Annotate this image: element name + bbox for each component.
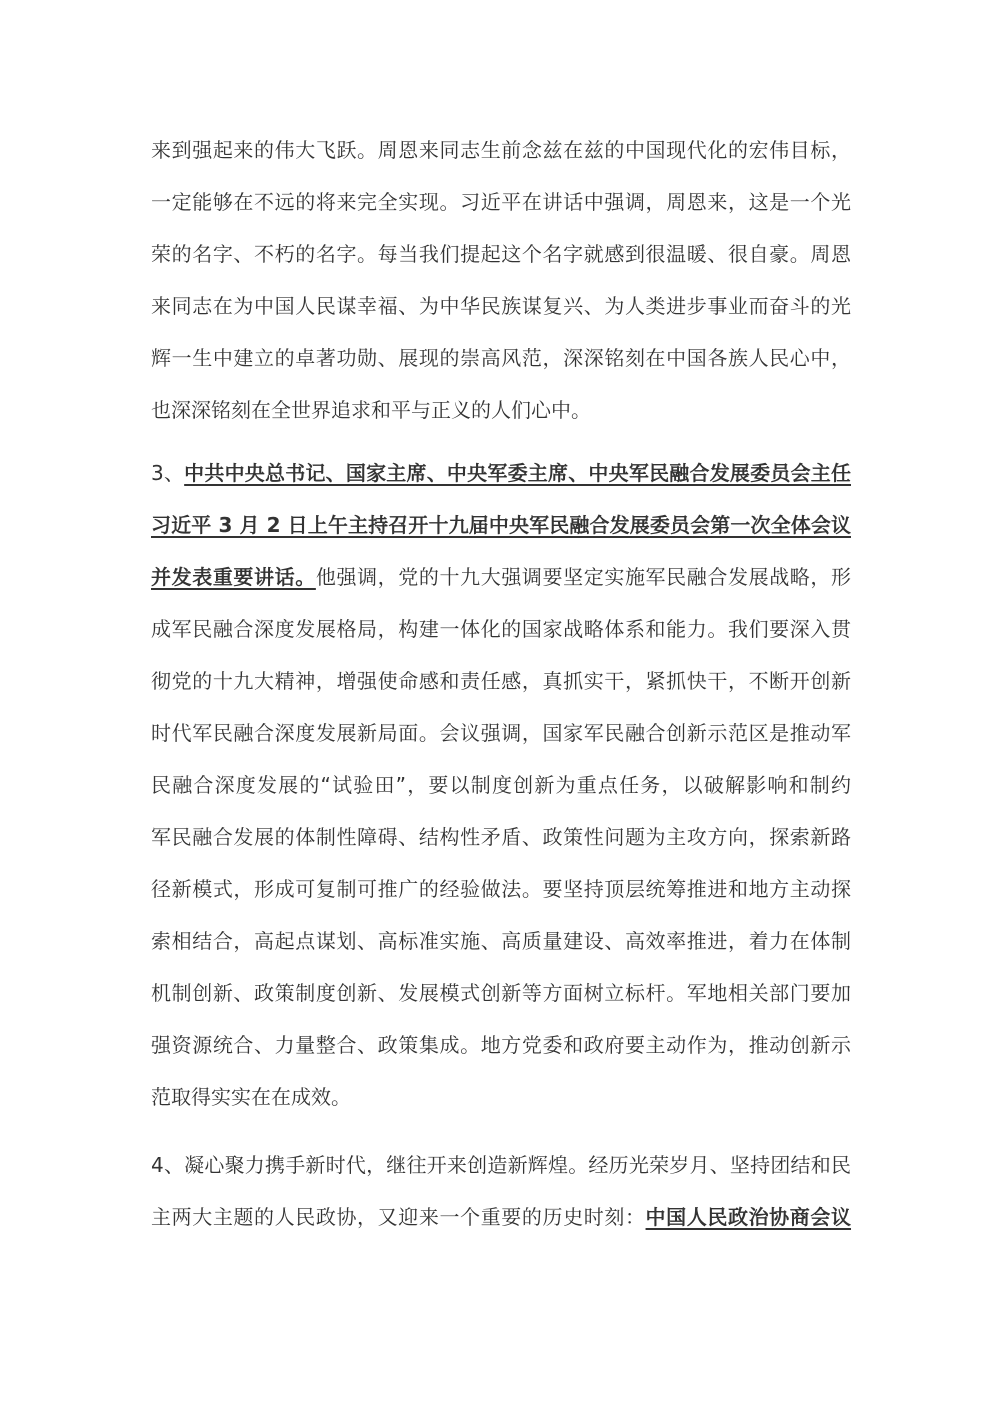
text-segment: 他强调，党的十九大强调要坚定实施军民融合发展战略，形 xyxy=(315,565,852,589)
text-line: 强资源统合、力量整合、政策集成。地方党委和政府要主动作为，推动创新示 xyxy=(151,1033,851,1057)
text-line: 成军民融合深度发展格局，构建一体化的国家战略体系和能力。我们要深入贯 xyxy=(151,617,851,641)
text-line: 也深深铭刻在全世界追求和平与正义的人们心中。 xyxy=(151,398,591,422)
text-line: 军民融合发展的体制性障碍、结构性矛盾、政策性问题为主攻方向，探索新路 xyxy=(151,825,851,849)
bold-underlined-heading: 习近平 3 月 2 日上午主持召开十九届中央军民融合发展委员会第一次全体会议 xyxy=(151,513,851,537)
heading-line xyxy=(151,458,851,488)
text-line: 4、凝心聚力携手新时代，继往开来创造新辉煌。经历光荣岁月、坚持团结和民 xyxy=(151,1153,851,1177)
heading-line xyxy=(151,562,851,592)
text-line: 时代军民融合深度发展新局面。会议强调，国家军民融合创新示范区是推动军 xyxy=(151,721,851,745)
text-line: 彻党的十九大精神，增强使命感和责任感，真抓实干，紧抓快干，不断开创新 xyxy=(151,669,851,693)
text-line: 荣的名字、不朽的名字。每当我们提起这个名字就感到很温暖、很自豪。周恩 xyxy=(151,242,851,266)
text-line: 径新模式，形成可复制可推广的经验做法。要坚持顶层统筹推进和地方主动探 xyxy=(151,877,851,901)
item-number: 3、 xyxy=(151,461,185,485)
text-line: 来同志在为中国人民谋幸福、为中华民族谋复兴、为人类进步事业而奋斗的光 xyxy=(151,294,851,318)
bold-underlined-heading: 并发表重要讲话。 xyxy=(151,565,316,589)
text-segment: 主两大主题的人民政协，又迎来一个重要的历史时刻： xyxy=(151,1205,646,1229)
bold-underlined-heading: 中国人民政治协商会议 xyxy=(645,1205,852,1229)
text-line: 范取得实实在在成效。 xyxy=(151,1085,351,1109)
text-line: 辉一生中建立的卓著功勋、展现的崇高风范，深深铭刻在中国各族人民心中， xyxy=(151,346,851,370)
text-line: 民融合深度发展的“试验田”，要以制度创新为重点任务，以破解影响和制约 xyxy=(151,773,851,797)
text-line: 索相结合，高起点谋划、高标准实施、高质量建设、高效率推进，着力在体制 xyxy=(151,929,851,953)
text-line xyxy=(151,1202,851,1232)
bold-underlined-heading: 中共中央总书记、国家主席、中央军委主席、中央军民融合发展委员会主任 xyxy=(184,461,851,485)
text-line: 一定能够在不远的将来完全实现。习近平在讲话中强调，周恩来，这是一个光 xyxy=(151,190,851,214)
text-line: 机制创新、政策制度创新、发展模式创新等方面树立标杆。军地相关部门要加 xyxy=(151,981,851,1005)
text-line: 来到强起来的伟大飞跃。周恩来同志生前念兹在兹的中国现代化的宏伟目标， xyxy=(151,138,851,162)
